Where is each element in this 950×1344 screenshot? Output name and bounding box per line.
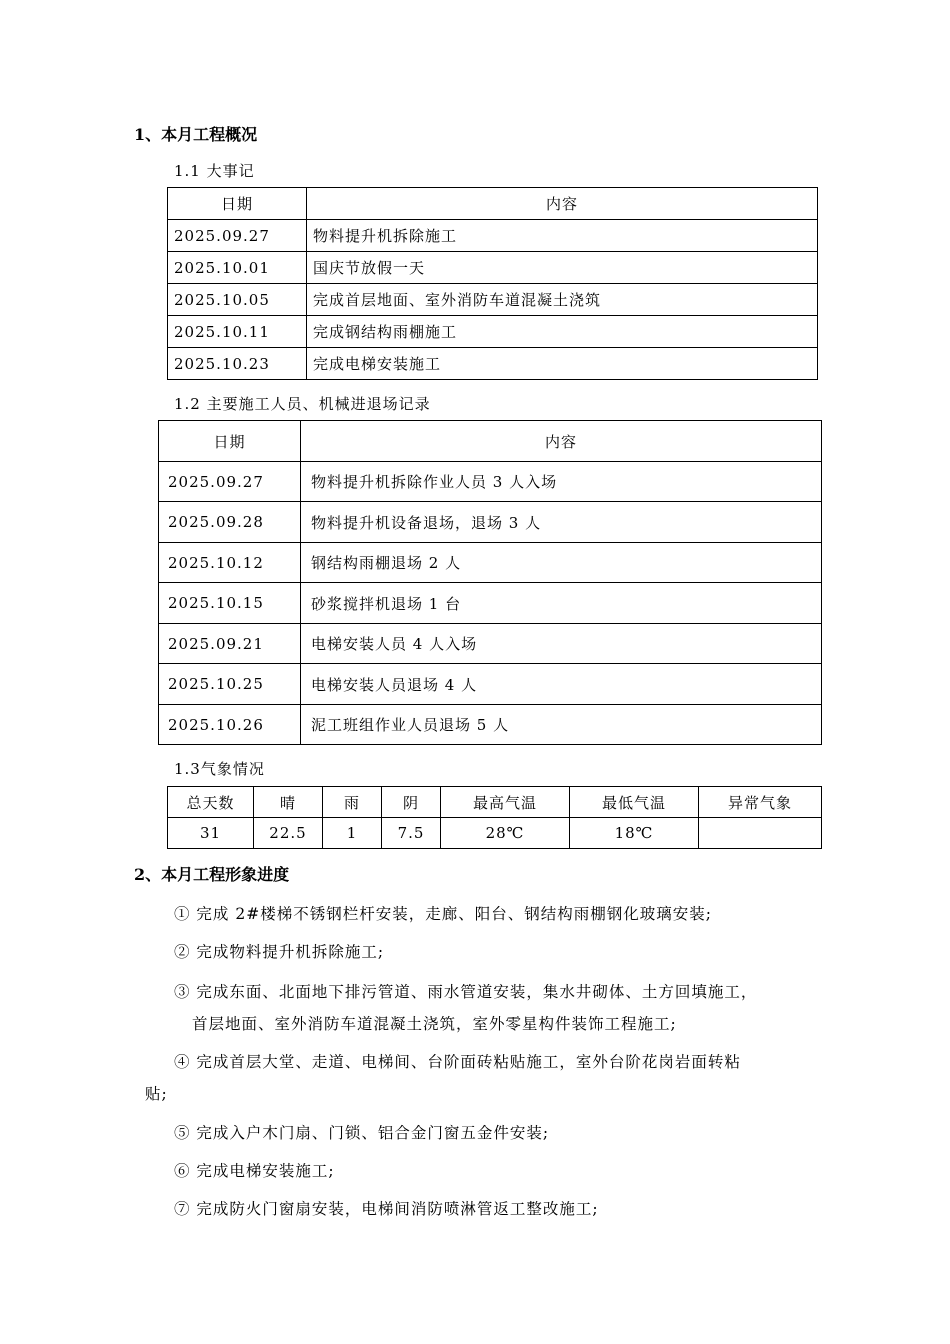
content-cell: 物料提升机拆除施工 [307,220,818,252]
date-cell: 2025.10.12 [159,543,301,583]
progress-item-7: ⑦ 完成防火门窗扇安装，电梯间消防喷淋管返工整改施工; [174,1200,599,1218]
column-header-min-temp: 最低气温 [570,787,699,818]
progress-item-5: ⑤ 完成入户木门扇、门锁、铝合金门窗五金件安装; [174,1124,550,1142]
content-cell: 钢结构雨棚退场 2 人 [301,543,822,583]
progress-item-3: ③ 完成东面、北面地下排污管道、雨水管道安装，集水井砌体、土方回填施工， [174,983,758,1001]
table-row [168,284,818,316]
content-cell: 物料提升机拆除作业人员 3 人入场 [301,462,822,502]
table-row [159,502,822,543]
content-cell: 国庆节放假一天 [307,252,818,284]
total-days-cell: 31 [168,818,254,849]
date-cell: 2025.09.21 [159,624,301,664]
column-header-content: 内容 [307,188,818,220]
table-row [168,348,818,380]
progress-item-2: ② 完成物料提升机拆除施工; [174,943,385,961]
column-header-cloudy: 阴 [382,787,441,818]
content-cell: 电梯安装人员退场 4 人 [301,664,822,705]
events-table [167,187,818,380]
subsection-1-2-title: 1.2 主要施工人员、机械进退场记录 [174,395,431,413]
column-header-content: 内容 [301,421,822,462]
cloudy-cell: 7.5 [382,818,441,849]
weather-table [167,786,822,849]
table-header-row [159,421,822,462]
date-cell: 2025.09.27 [159,462,301,502]
sunny-cell: 22.5 [254,818,323,849]
table-row [159,664,822,705]
date-cell: 2025.10.25 [159,664,301,705]
table-row [159,543,822,583]
section-2-title: 2、本月工程形象进度 [134,865,290,884]
rainy-cell: 1 [323,818,382,849]
table-row [168,818,822,849]
abnormal-weather-cell [699,818,822,849]
content-cell: 完成钢结构雨棚施工 [307,316,818,348]
table-header-row [168,188,818,220]
subsection-1-3-title: 1.3气象情况 [174,760,265,778]
date-cell: 2025.10.11 [168,316,307,348]
column-header-abnormal-weather: 异常气象 [699,787,822,818]
date-cell: 2025.10.01 [168,252,307,284]
section-1-title: 1、本月工程概况 [134,125,258,144]
table-row [159,462,822,502]
date-cell: 2025.09.27 [168,220,307,252]
table-row [168,316,818,348]
column-header-date: 日期 [159,421,301,462]
content-cell: 电梯安装人员 4 人入场 [301,624,822,664]
progress-item-1: ① 完成 2#楼梯不锈钢栏杆安装，走廊、阳台、钢结构雨棚钢化玻璃安装; [174,905,712,923]
table-row [159,705,822,745]
table-row [168,252,818,284]
column-header-sunny: 晴 [254,787,323,818]
date-cell: 2025.10.05 [168,284,307,316]
content-cell: 完成首层地面、室外消防车道混凝土浇筑 [307,284,818,316]
subsection-1-1-title: 1.1 大事记 [174,162,255,180]
progress-item-3-continued: 首层地面、室外消防车道混凝土浇筑，室外零星构件装饰工程施工; [192,1015,677,1033]
content-cell: 砂浆搅拌机退场 1 台 [301,583,822,624]
content-cell: 物料提升机设备退场，退场 3 人 [301,502,822,543]
column-header-rainy: 雨 [323,787,382,818]
table-header-row [168,787,822,818]
min-temp-cell: 18℃ [570,818,699,849]
table-row [159,583,822,624]
column-header-total-days: 总天数 [168,787,254,818]
column-header-max-temp: 最高气温 [441,787,570,818]
table-row [168,220,818,252]
progress-item-4-continued: 贴; [145,1085,168,1103]
date-cell: 2025.10.26 [159,705,301,745]
date-cell: 2025.10.23 [168,348,307,380]
date-cell: 2025.09.28 [159,502,301,543]
max-temp-cell: 28℃ [441,818,570,849]
progress-item-6: ⑥ 完成电梯安装施工; [174,1162,335,1180]
progress-item-4: ④ 完成首层大堂、走道、电梯间、台阶面砖粘贴施工，室外台阶花岗岩面转粘 [174,1053,741,1071]
date-cell: 2025.10.15 [159,583,301,624]
content-cell: 完成电梯安装施工 [307,348,818,380]
personnel-machinery-table [158,420,822,745]
content-cell: 泥工班组作业人员退场 5 人 [301,705,822,745]
column-header-date: 日期 [168,188,307,220]
table-row [159,624,822,664]
